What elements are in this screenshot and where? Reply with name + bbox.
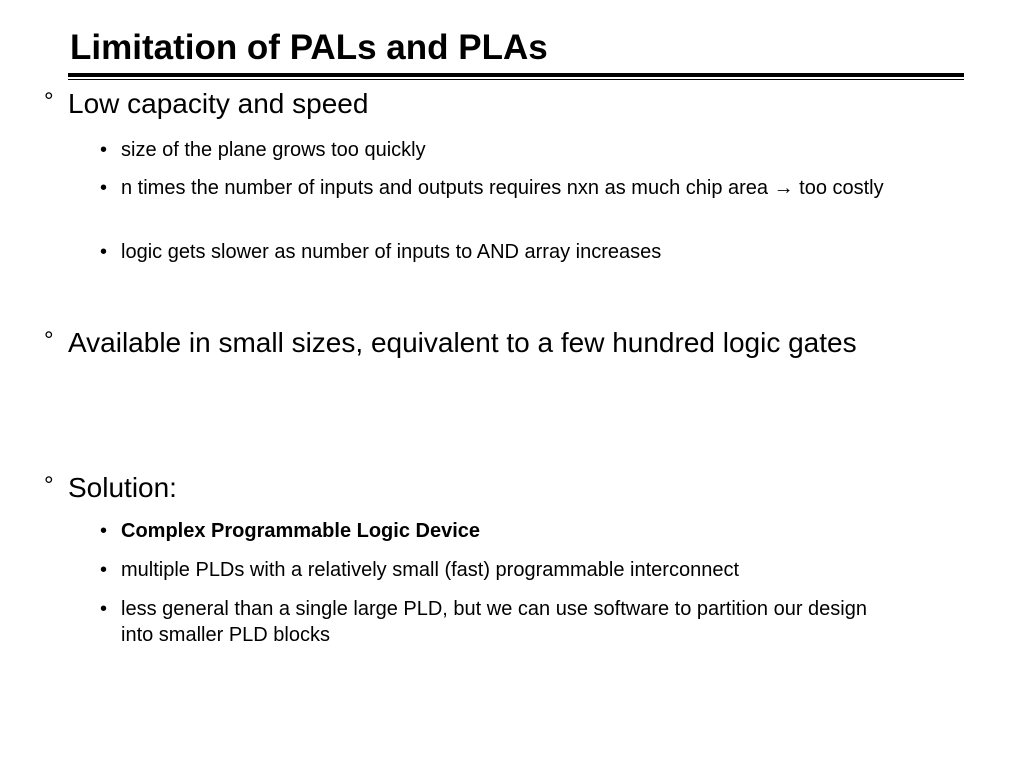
bullet-small-sizes [44,327,964,359]
dot-bullet-icon: • [100,139,108,161]
sub-bullet-text: less general than a single large PLD, but we can use software to partition our design into smaller PLD blocks [121,598,867,646]
sub-bullet-text: Complex Programmable Logic Device [121,520,481,542]
sub-bullet-text: n times the number of inputs and outputs requires nxn as much chip area → too costly [121,177,884,199]
slide-title: Limitation of PALs and PLAs [70,28,548,67]
bullet-heading: Available in small sizes, equivalent to a few hundred logic gates [68,327,857,358]
title-underline-thin [68,79,964,80]
bullet-solution [44,472,964,504]
dot-bullet-icon: • [100,598,108,620]
degree-bullet-icon: ° [44,327,54,354]
sub-bullet-logic-slower [100,239,940,265]
dot-bullet-icon: • [100,520,108,542]
title-underline-thick [68,73,964,77]
dot-bullet-icon: • [100,241,108,263]
sub-bullet-text: logic gets slower as number of inputs to AND array increases [121,241,662,263]
sub-bullet-plane-size [100,137,940,163]
bullet-heading: Low capacity and speed [68,88,369,119]
sub-bullet-multiple-plds [100,557,940,583]
sub-bullet-text: size of the plane grows too quickly [121,139,426,161]
dot-bullet-icon: • [100,559,108,581]
dot-bullet-icon: • [100,177,108,199]
degree-bullet-icon: ° [44,472,54,499]
sub-bullet-text: multiple PLDs with a relatively small (fast) programmable interconnect [121,559,740,581]
bullet-low-capacity [44,88,964,120]
degree-bullet-icon: ° [44,88,54,115]
sub-bullet-chip-area [100,175,900,201]
sub-bullet-cpld [100,518,940,544]
sub-bullet-less-general [100,596,880,648]
bullet-heading: Solution: [68,472,177,503]
